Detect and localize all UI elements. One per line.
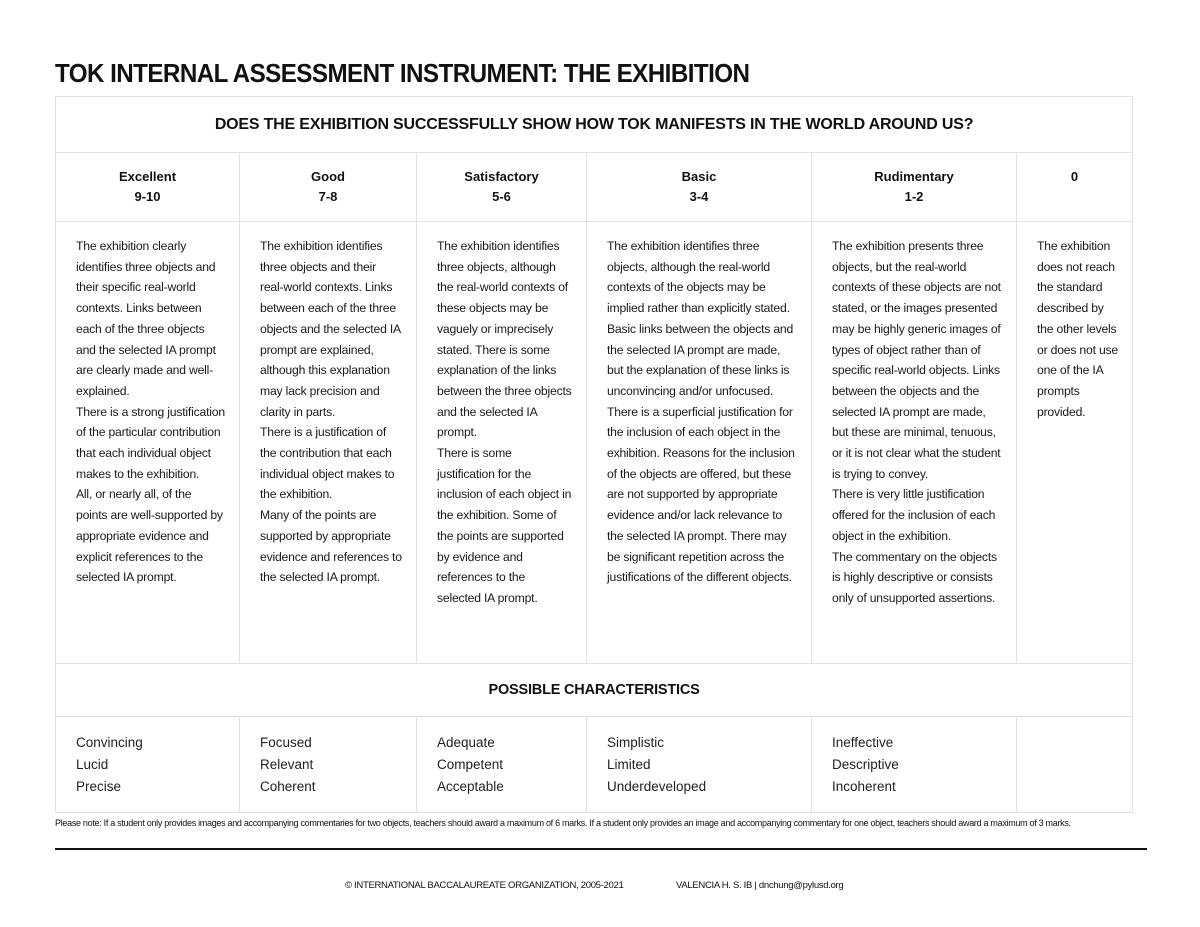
page-title: TOK INTERNAL ASSESSMENT INSTRUMENT: THE EXHIBITION (55, 58, 750, 88)
descriptor-paragraph: The exhibition does not reach the standard described by the other levels or does not use one of the IA prompts provided. (1037, 239, 1119, 419)
characteristics-row (56, 717, 1133, 813)
copyright-text: © INTERNATIONAL BACCALAUREATE ORGANIZATION, 2005-2021 (345, 880, 624, 891)
level-header-excellent (56, 153, 240, 222)
characteristic-word: Lucid (76, 757, 109, 772)
characteristic-word: Convincing (76, 735, 143, 750)
descriptor-paragraph: There is some justification for the inclusion of each object in the exhibition. Some of the points are supported by evidence and references to the selected IA prompt. (437, 446, 572, 605)
possible-characteristics-heading: POSSIBLE CHARACTERISTICS (56, 664, 1133, 717)
characteristics-rudimentary (812, 717, 1017, 813)
characteristics-basic (587, 717, 812, 813)
characteristics-excellent (56, 717, 240, 813)
descriptor-good (240, 222, 417, 664)
level-name: Excellent (118, 169, 177, 184)
section-heading-row (56, 664, 1133, 717)
descriptor-paragraph: The exhibition identifies three objects and their real-world contexts. Links between each of the three objects and the selected IA prompt are explained, although this explanation may lack precision and clarity in parts. (260, 239, 401, 419)
question-row (56, 97, 1133, 153)
level-range: 5-6 (492, 189, 511, 204)
descriptor-paragraph: There is very little justification offered for the inclusion of each object in the exhibition. (832, 487, 996, 543)
descriptor-paragraph: There is a superficial justification for the inclusion of each object in the exhibition. Reasons for the inclusion of the objects are offered, but these are not supported by appropriate evidence and/or lack relevance to the selected IA prompt. There may be significant repetition across the justifications of the different objects. (607, 404, 795, 585)
descriptor-row (56, 222, 1133, 664)
level-range: 9-10 (134, 189, 161, 204)
credit-text: VALENCIA H. S. IB | dnchung@pylusd.org (676, 880, 844, 891)
characteristic-word: Descriptive (832, 757, 899, 772)
level-range: 3-4 (689, 189, 709, 204)
level-header-row (56, 153, 1133, 222)
descriptor-paragraph: All, or nearly all, of the points are well-supported by appropriate evidence and explicit references to the selected IA prompt. (76, 487, 223, 585)
level-header-basic (587, 153, 812, 222)
level-header-zero (1017, 153, 1133, 222)
level-range: 7-8 (318, 189, 338, 204)
characteristic-word: Simplistic (607, 735, 665, 750)
descriptor-paragraph: Many of the points are supported by appropriate evidence and references to the selected IA prompt. (260, 508, 402, 585)
characteristic-word: Coherent (260, 779, 316, 794)
characteristic-word: Competent (437, 757, 504, 772)
characteristic-word: Acceptable (437, 779, 504, 794)
note-text: Please note: If a student only provides images and accompanying commentaries for two objects, teachers should award a maximum of 6 marks. If a student only provides an image and accompanying commentary for one object, teachers should award a maximum of 3 marks. (55, 818, 1071, 828)
level-header-rudimentary (812, 153, 1017, 222)
level-header-satisfactory (417, 153, 587, 222)
characteristic-word: Precise (76, 779, 122, 794)
characteristic-word: Adequate (437, 735, 495, 750)
descriptor-paragraph: The exhibition identifies three objects, although the real-world contexts of the objects may be implied rather than explicitly stated. Basic links between the objects and the selected IA prompt are made, but the explanation of these links is unconvincing and/or unfocused. (607, 239, 794, 398)
characteristic-word: Focused (260, 735, 312, 750)
descriptor-paragraph: There is a justification of the contribution that each individual object makes to the exhibition. (260, 425, 395, 502)
level-name: Basic (681, 169, 717, 184)
descriptor-zero (1017, 222, 1133, 664)
characteristic-word: Ineffective (832, 735, 894, 750)
characteristics-satisfactory (417, 717, 587, 813)
descriptor-paragraph: The exhibition presents three objects, but the real-world contexts of these objects are not stated, or the images presented may be highly generic images of types of object rather than of specific real-world objects. Links between the objects and the selected IA prompt are made, but these are minimal, tenuous, or it is not clear what the student is trying to convey. (832, 239, 1001, 481)
descriptor-paragraph: There is a strong justification of the particular contribution that each individual object makes to the exhibition. (76, 404, 225, 481)
descriptor-rudimentary (812, 222, 1017, 664)
characteristic-word: Incoherent (832, 779, 896, 794)
characteristic-word: Limited (607, 757, 651, 772)
descriptor-satisfactory (417, 222, 587, 664)
descriptor-excellent (56, 222, 240, 664)
level-name: 0 (1070, 169, 1079, 184)
descriptor-basic (587, 222, 812, 664)
level-header-good (240, 153, 417, 222)
characteristics-zero (1017, 717, 1133, 813)
characteristics-good (240, 717, 417, 813)
characteristic-word: Underdeveloped (607, 779, 707, 794)
level-name: Rudimentary (874, 169, 954, 184)
descriptor-paragraph: The commentary on the objects is highly descriptive or consists only of unsupported assertions. (832, 549, 997, 605)
level-name: Good (311, 169, 345, 184)
footer-divider (55, 848, 1147, 850)
descriptor-paragraph: The exhibition clearly identifies three objects and their specific real-world contexts. Links between each of the three objects and the selected IA prompt are clearly made and well-explained. (76, 239, 216, 398)
assessment-rubric-table (55, 96, 1133, 813)
level-name: Satisfactory (464, 169, 539, 184)
level-range: 1-2 (904, 189, 924, 204)
descriptor-paragraph: The exhibition identifies three objects, although the real-world contexts of these objects may be vaguely or imprecisely stated. There is some explanation of the links between the three objects and the selected IA prompt. (437, 239, 572, 440)
rubric-question: DOES THE EXHIBITION SUCCESSFULLY SHOW HOW TOK MANIFESTS IN THE WORLD AROUND US? (56, 97, 1133, 153)
characteristic-word: Relevant (260, 757, 314, 772)
